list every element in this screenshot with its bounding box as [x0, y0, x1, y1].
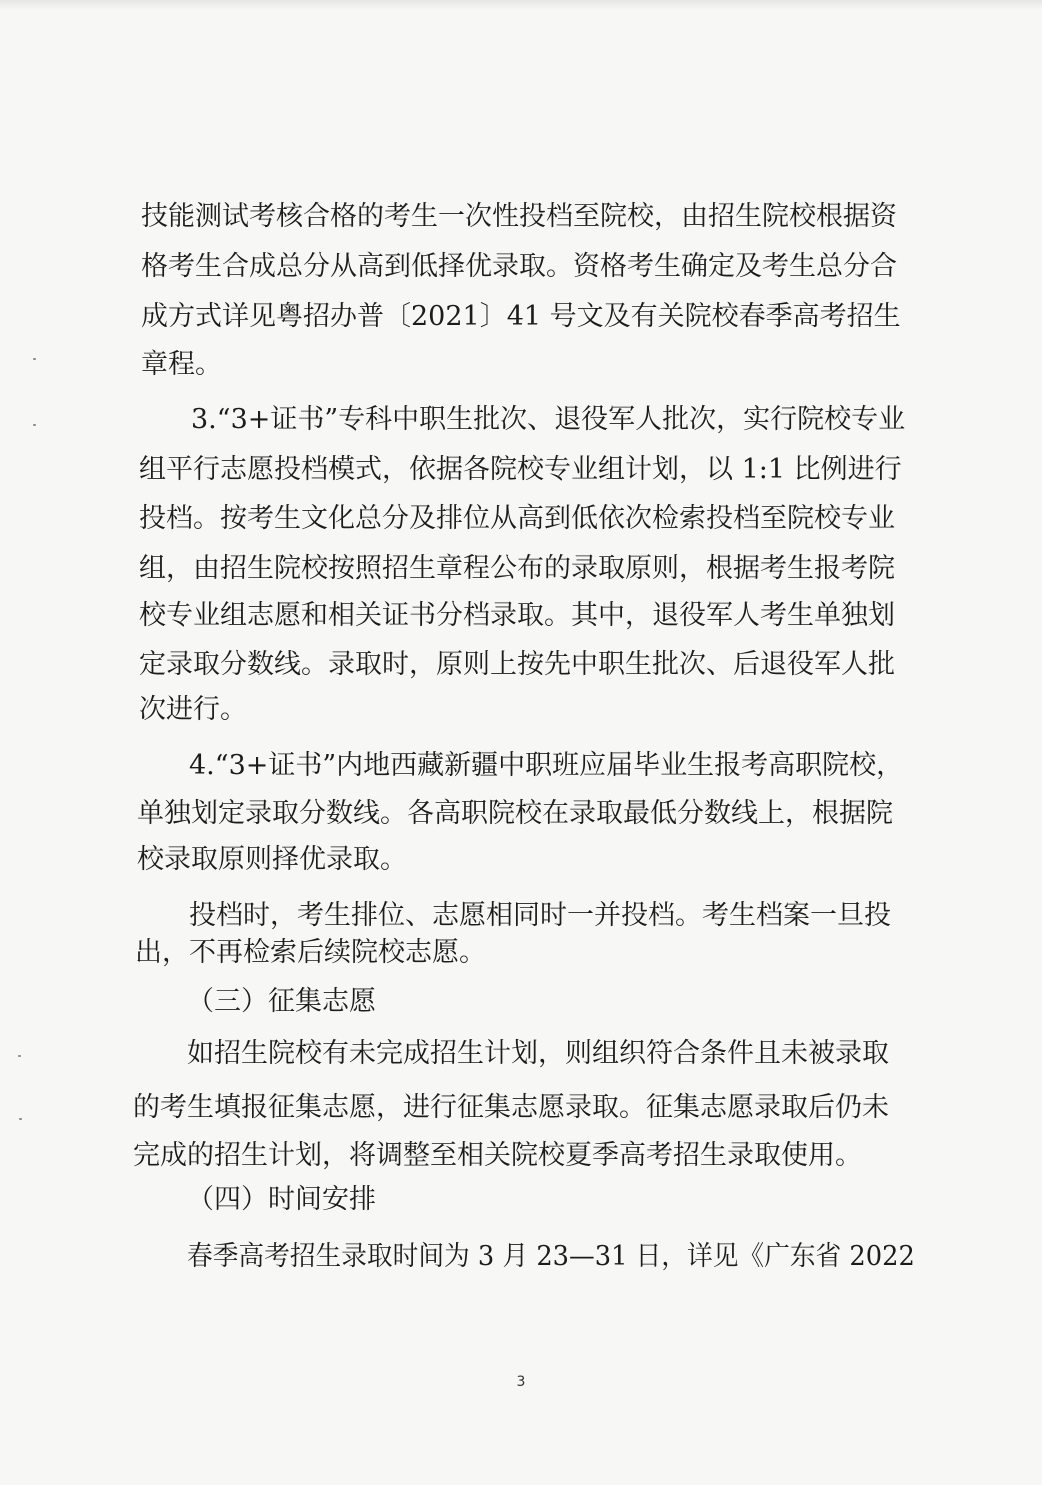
text-line-15: 投档时，考生排位、志愿相同时一并投档。考生档案一旦投	[189, 900, 891, 931]
scan-speck	[33, 358, 36, 360]
scan-speck	[19, 1118, 22, 1120]
text-line-1: 技能测试考核合格的考生一次性投档至院校，由招生院校根据资	[141, 201, 897, 232]
scan-edge	[0, 0, 1042, 10]
text-line-14: 校录取原则择优录取。	[137, 844, 407, 875]
text-line-4: 章程。	[141, 349, 222, 380]
scan-speck	[18, 1055, 21, 1057]
text-line-6: 组平行志愿投档模式，依据各院校专业组计划，以 1:1 比例进行	[139, 454, 902, 485]
text-line-20: 完成的招生计划，将调整至相关院校夏季高考招生录取使用。	[133, 1140, 862, 1171]
text-line-22: 春季高考招生录取时间为 3 月 23—31 日，详见《广东省 2022	[187, 1241, 915, 1272]
text-line-16: 出，不再检索后续院校志愿。	[135, 937, 486, 968]
section-heading-three: （三）征集志愿	[187, 986, 376, 1017]
text-line-5: 3.“3+证书”专科中职生批次、退役军人批次，实行院校专业	[191, 404, 906, 435]
text-line-11: 次进行。	[139, 694, 247, 725]
text-line-7: 投档。按考生文化总分及排位从高到低依次检索投档至院校专业	[139, 503, 895, 534]
text-line-8: 组，由招生院校按照招生章程公布的录取原则，根据考生报考院	[139, 553, 895, 584]
text-line-10: 定录取分数线。录取时，原则上按先中职生批次、后退役军人批	[139, 649, 895, 680]
text-line-13: 单独划定录取分数线。各高职院校在录取最低分数线上，根据院	[137, 798, 893, 829]
text-line-19: 的考生填报征集志愿，进行征集志愿录取。征集志愿录取后仍未	[133, 1092, 889, 1123]
text-line-9: 校专业组志愿和相关证书分档录取。其中，退役军人考生单独划	[139, 600, 895, 631]
text-line-2: 格考生合成总分从高到低择优录取。资格考生确定及考生总分合	[141, 251, 897, 282]
text-line-12: 4.“3+证书”内地西藏新疆中职班应届毕业生报考高职院校，	[189, 750, 904, 781]
scan-speck	[33, 424, 36, 426]
text-line-18: 如招生院校有未完成招生计划，则组织符合条件且未被录取	[187, 1038, 889, 1069]
section-heading-four: （四）时间安排	[187, 1184, 376, 1215]
text-line-3: 成方式详见粤招办普〔2021〕41 号文及有关院校春季高考招生	[141, 301, 901, 332]
page-number: 3	[516, 1374, 526, 1390]
